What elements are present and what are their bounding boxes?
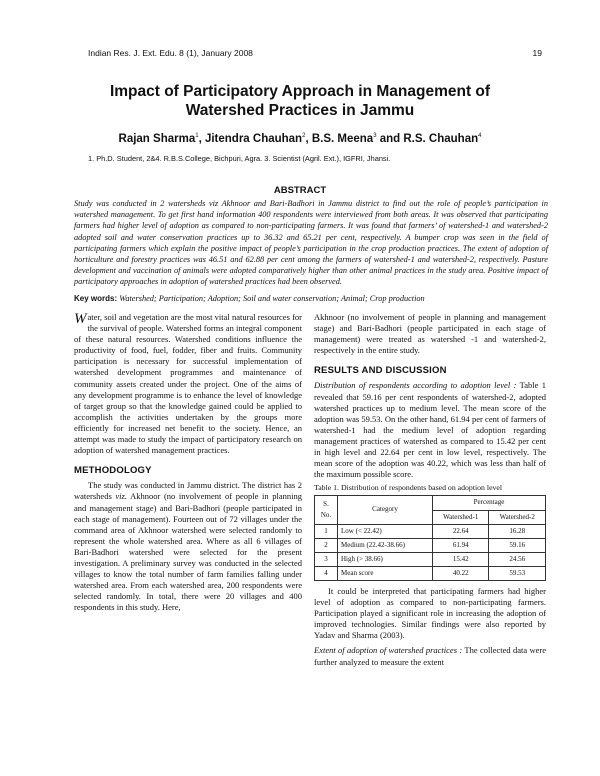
author-separator: and <box>376 133 404 145</box>
row-no: 1 <box>315 524 338 538</box>
row-no: 2 <box>315 538 338 552</box>
abstract-text: Study was conducted in 2 watersheds viz Akhnoor and Bari-Badhori in Jammu district to find out the role of people’s participation in watershed management. To get first hand information 400 respondents were interviewed from both areas. It was observed that participating farmers had higher level of adoption as compared to non-participating farmers. It was found that farmers’ of watershed-1 and watershed-2 adopted soil and water conservation practices up to 36.32 and 65.21 per cent, respectively. A bumper crop was seen in the field of participating farmers which explain the positive impact of people’s participation in the crop production practices. The extent of adoption of horticulture and forestry practices was 46.51 and 62.88 per cent among the farmers of watershed-1 and watershed-2, respectively. Pasture development and vaccination of animals were adopted comparatively higher than other animal practices in the study area. Positive impact of participatory approaches in adoption of watershed practices had been observed. <box>74 199 548 287</box>
running-header <box>88 48 542 58</box>
page-number: 19 <box>532 48 542 58</box>
row-ws2: 59.16 <box>489 538 546 552</box>
row-ws2: 24.56 <box>489 552 546 566</box>
col-header-ws1: Watershed-1 <box>433 510 489 524</box>
methodology-text-cont: Akhnoor (no involvement of people in planning and management stage) and Bari-Badhori (people participated in each stage of management). Fourteen out of 72 villages under the command area of Akhnoor watershed were selected randomly to represent the whole watershed area. Where as all 6 villages of Bari-Badhori watershed were selected for the present investigation. A preliminary survey was conducted in the selected villages to know the total number of farm families falling under watershed area. From each watershed area, 200 respondents were selected randomly. In total, there were 20 villages and 400 respondents in this study. Here, <box>74 491 302 613</box>
extent-paragraph <box>314 645 546 667</box>
col-header-category: Category <box>338 496 433 524</box>
row-ws1: 15.42 <box>433 552 489 566</box>
intro-paragraph <box>74 312 302 456</box>
row-ws1: 22.64 <box>433 524 489 538</box>
interpretation-paragraph: It could be interpreted that participating farmers had higher level of adoption as compared to non-participating farmers. Participation played a significant role in increasing the adoption of improved technologies. Similar findings were also reported by Yadav and Sharma (2003). <box>314 585 546 641</box>
distribution-label: Distribution of respondents according to adoption level : <box>314 380 517 391</box>
author-mark: 3 <box>373 133 377 139</box>
abstract-heading: ABSTRACT <box>273 185 327 196</box>
row-category: High (> 38.66) <box>338 552 433 566</box>
affiliations: 1. Ph.D. Student, 2&4. R.B.S.College, Bichpuri, Agra. 3. Scientist (Agril. Ext.), IGFRI, Jhansi. <box>88 154 391 163</box>
author-mark: 2 <box>302 133 306 139</box>
col-header-no: S. No. <box>315 496 338 524</box>
continuation-paragraph: Akhnoor (no involvement of people in planning and management stage) and Bari-Badhori (people participated in each stage of management) were treated as watershed -1 and watershed-2, respectively in the entire study. <box>314 312 546 356</box>
table-row <box>315 524 546 538</box>
table-caption: Table 1. Distribution of respondents based on adoption level <box>314 483 503 493</box>
table-row <box>315 538 546 552</box>
row-ws2: 16.28 <box>489 524 546 538</box>
col-header-ws2: Watershed-2 <box>489 510 546 524</box>
row-category: Medium (22.42-38.66) <box>338 538 433 552</box>
keywords-text: Watershed; Participation; Adoption; Soil and water conservation; Animal; Crop production <box>119 294 425 303</box>
author-separator: , <box>305 133 312 145</box>
intro-text: ater, soil and vegetation are the most vital natural resources for the survival of people. Watershed forms an integral component of these natural resources. Watershed conditions influence the productivity of food, fuel, fodder, fiber and fruits. Community participation is necessary for successful implementation of watershed development programmes and maintenance of community assets created under the project. One of the aims of any development programme is to enhance the level of knowledge of target group so that the knowledge gained could be applied to accomplish the activities undertaken by the groups more efficiently for increased net benefit to the society. Hence, an attempt was made to study the impact of participatory research on adoption of watershed management practices. <box>74 312 302 456</box>
author-name: Rajan Sharma <box>118 133 196 145</box>
row-ws1: 61.94 <box>433 538 489 552</box>
extent-label: Extent of adoption of watershed practices : <box>314 645 463 656</box>
methodology-text: The study was conducted in Jammu district. The district has 2 watersheds <box>74 480 302 502</box>
row-ws2: 59.53 <box>489 566 546 580</box>
keywords-label: Key words: <box>74 294 118 303</box>
methodology-viz: viz. <box>115 491 127 502</box>
author-list <box>70 133 530 145</box>
author-name: Jitendra Chauhan <box>204 133 303 145</box>
methodology-heading: METHODOLOGY <box>74 465 152 477</box>
row-category: Mean score <box>338 566 433 580</box>
author-separator: , <box>198 133 205 145</box>
extent-text: The collected data were further analyzed to measure the extent <box>314 645 546 667</box>
drop-cap: W <box>74 311 87 327</box>
distribution-paragraph <box>314 380 546 480</box>
row-category: Low (< 22.42) <box>338 524 433 538</box>
row-no: 4 <box>315 566 338 580</box>
author-mark: 4 <box>478 133 482 139</box>
col-header-percentage: Percentage <box>433 496 546 510</box>
results-heading: RESULTS AND DISCUSSION <box>314 365 447 377</box>
author-name: R.S. Chauhan <box>403 133 479 145</box>
table-header-row <box>315 496 546 510</box>
row-no: 3 <box>315 552 338 566</box>
paper-title: Impact of Participatory Approach in Management of Watershed Practices in Jammu <box>109 83 491 119</box>
distribution-text: Table 1 revealed that 59.16 per cent respondents of watershed-2, adopted watershed practices up to medium level. The mean score of the adoption was 59.53. On the other hand, 61.94 per cent of farmers of watershed-1 had the medium level of adoption regarding management practices of watershed as compared to 15.42 per cent in high level and 22.64 per cent in low level, respectively. The mean score of the adoption was 40.22, which was less than half of the maximum possible score. <box>314 380 547 480</box>
left-column <box>74 312 302 613</box>
table-row <box>315 552 546 566</box>
table-row <box>315 566 546 580</box>
right-column <box>314 312 546 668</box>
author-mark: 1 <box>195 133 199 139</box>
methodology-paragraph <box>74 480 302 613</box>
row-ws1: 40.22 <box>433 566 489 580</box>
keywords <box>74 293 548 304</box>
adoption-table <box>314 495 546 581</box>
author-name: B.S. Meena <box>311 133 374 145</box>
journal-citation: Indian Res. J. Ext. Edu. 8 (1), January 2008 <box>88 48 253 58</box>
